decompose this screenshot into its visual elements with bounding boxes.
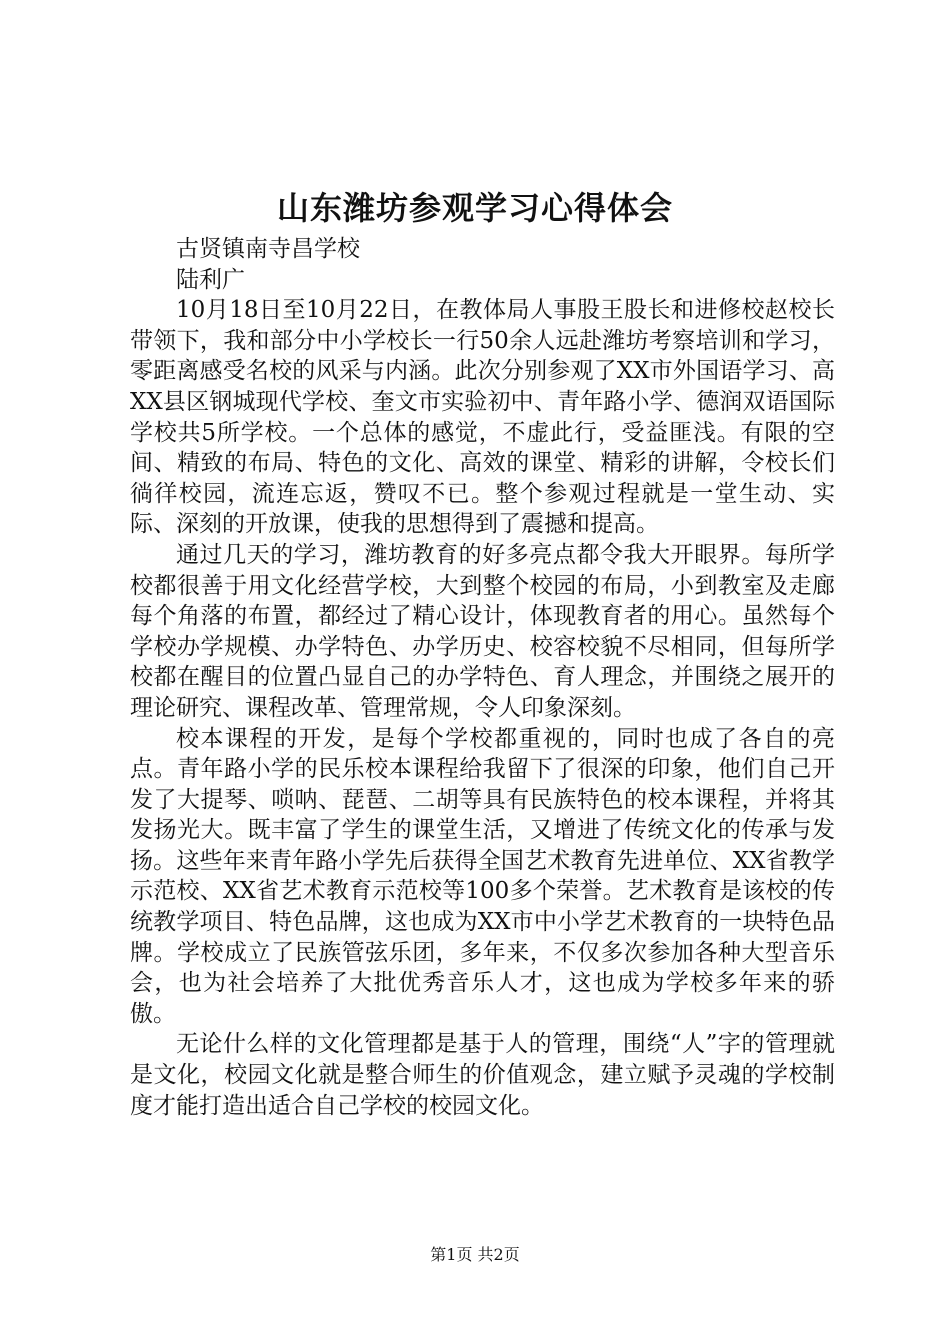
paragraph-1: 10月18日至10月22日，在教体局人事股王股长和进修校赵校长带领下，我和部分中小学校长一行50余人远赴潍坊考察培训和学习，零距离感受名校的风采与内涵。此次分别参观了XX市外国语学习、高XX县区钢城现代学校、奎文市实验初中、青年路小学、德润双语国际学校共5所学校。一个总体的感觉，不虚此行，受益匪浅。有限的空间、精致的布局、特色的文化、高效的课堂、精彩的讲解，令校长们徜徉校园，流连忘返，赞叹不已。整个参观过程就是一堂生动、实际、深刻的开放课，使我的思想得到了震撼和提高。 (130, 297, 835, 538)
paragraph-3: 校本课程的开发，是每个学校都重视的，同时也成了各自的亮点。青年路小学的民乐校本课程给我留下了很深的印象，他们自己开发了大提琴、唢呐、琵琶、二胡等具有民族特色的校本课程，并将其发扬光大。既丰富了学生的课堂生活，又增进了传统文化的传承与发扬。这些年来青年路小学先后获得全国艺术教育先进单位、XX省教学示范校、XX省艺术教育示范校等100多个荣誉。艺术教育是该校的传统教学项目、特色品牌，这也成为XX市中小学艺术教育的一块特色品牌。学校成立了民族管弦乐团，多年来，不仅多次参加各种大型音乐会，也为社会培养了大批优秀音乐人才，这也成为学校多年来的骄傲。 (130, 725, 835, 1027)
document-title: 山东潍坊参观学习心得体会 (276, 189, 673, 227)
page-footer: 第1页 共2页 (430, 1245, 520, 1264)
paragraph-4: 无论什么样的文化管理都是基于人的管理，围绕“人”字的管理就是文化，校园文化就是整合师生的价值观念，建立赋予灵魂的学校制度才能打造出适合自己学校的校园文化。 (130, 1031, 835, 1119)
paragraph-2: 通过几天的学习，潍坊教育的好多亮点都令我大开眼界。每所学校都很善于用文化经营学校，大到整个校园的布局，小到教室及走廊每个角落的布置，都经过了精心设计，体现教育者的用心。虽然每个学校办学规模、办学特色、办学历史、校容校貌不尽相同，但每所学校都在醒目的位置凸显自己的办学特色、育人理念，并围绕之展开的理论研究、课程改革、管理常规，令人印象深刻。 (130, 541, 835, 721)
author-line: 陆利广 (176, 266, 245, 293)
document-body (130, 234, 835, 1121)
school-line: 古贤镇南寺昌学校 (176, 236, 360, 262)
